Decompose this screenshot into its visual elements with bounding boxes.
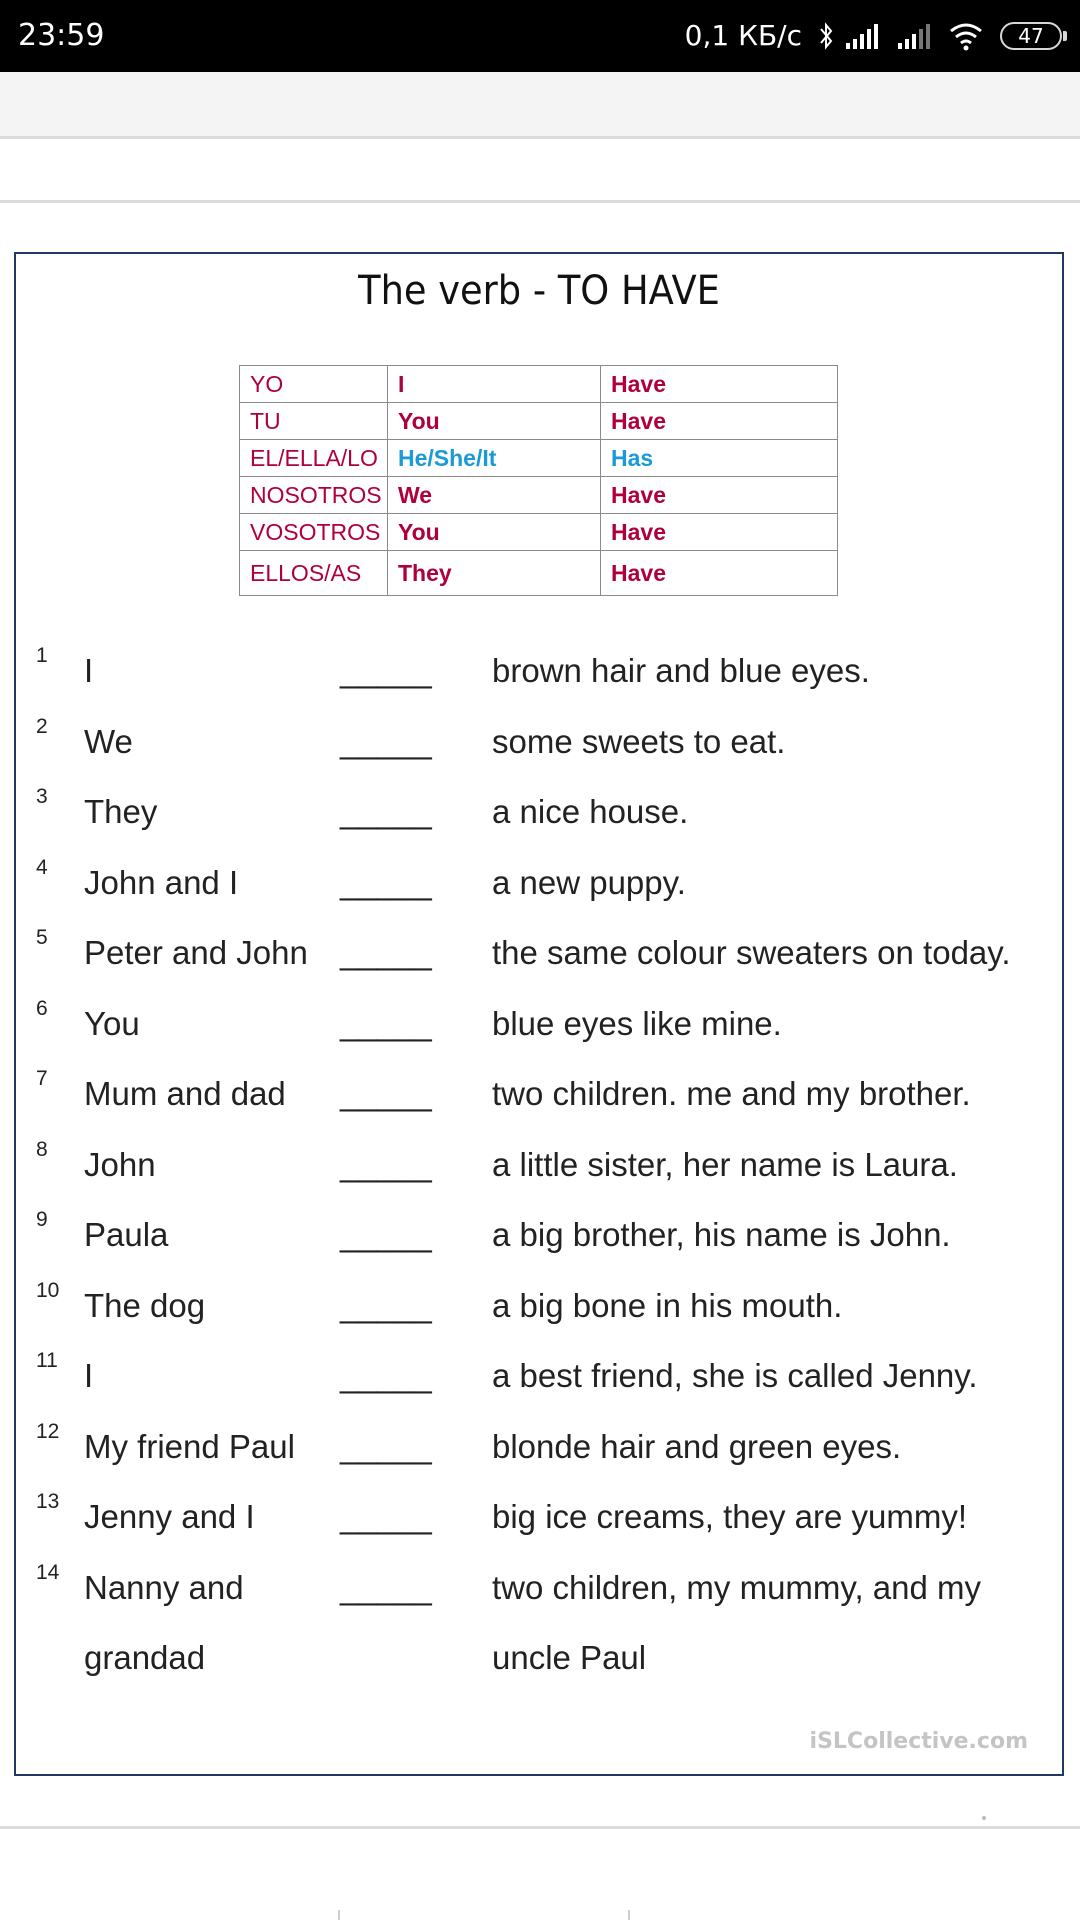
exercise-predicate: two children. me and my brother. [492,1075,971,1112]
exercise-number: 5 [36,926,48,949]
exercise-subject: We [84,723,133,760]
exercise-number: 12 [36,1420,60,1443]
exercise-row [16,926,1062,996]
answer-blank: _____ [340,652,432,689]
answer-blank: _____ [340,1075,432,1112]
battery-icon [1000,22,1062,50]
exercise-predicate: a big brother, his name is John. [492,1216,951,1253]
watermark: iSLCollective.com [809,1729,1028,1754]
exercise-row [16,997,1062,1067]
answer-blank: _____ [340,934,432,971]
exercise-row [16,1490,1062,1560]
divider [0,1826,1080,1829]
spanish-pronoun-cell: VOSOTROS [240,514,388,551]
answer-blank: _____ [340,864,432,901]
exercise-number: 1 [36,644,48,667]
verb-form-cell: Have [601,551,838,596]
answer-blank: _____ [340,1357,432,1394]
table-row [240,366,838,403]
network-speed: 0,1 КБ/с [684,19,802,52]
divider [0,136,1080,139]
worksheet-image [14,252,1064,1776]
table-row [240,551,838,596]
exercise-row [16,715,1062,785]
exercise-row [16,1420,1062,1490]
answer-blank: _____ [340,1216,432,1253]
exercise-number: 9 [36,1208,48,1231]
exercise-predicate: a best friend, she is called Jenny. [492,1357,978,1394]
english-pronoun-cell: We [388,477,601,514]
spanish-pronoun-cell: ELLOS/AS [240,551,388,596]
answer-blank: _____ [340,1428,432,1465]
table-row [240,403,838,440]
exercise-subject: John and I [84,864,239,901]
exercise-predicate: a big bone in his mouth. [492,1287,843,1324]
english-pronoun-cell: You [388,403,601,440]
exercise-row [16,785,1062,855]
exercise-row [16,1208,1062,1278]
table-row [240,477,838,514]
answer-blank: _____ [340,723,432,760]
exercise-subject: Mum and dad [84,1075,286,1112]
verb-form-cell: Have [601,477,838,514]
divider [0,200,1080,203]
exercise-subject: You [84,1005,140,1042]
table-row [240,440,838,477]
english-pronoun-cell: I [388,366,601,403]
exercise-predicate-continued: uncle Paul [492,1639,647,1676]
verb-form-cell: Have [601,403,838,440]
battery-level: 47 [1018,24,1044,48]
exercise-predicate: blue eyes like mine. [492,1005,782,1042]
answer-blank: _____ [340,1498,432,1535]
exercise-predicate: two children, my mummy, and my [492,1569,982,1606]
exercise-row [16,1279,1062,1349]
worksheet-title: The verb - TO HAVE [358,268,720,314]
exercise-subject: They [84,793,158,830]
exercise-number: 2 [36,715,48,738]
english-pronoun-cell: You [388,514,601,551]
verb-form-cell: Have [601,514,838,551]
spanish-pronoun-cell: YO [240,366,388,403]
signal-icon [844,21,886,51]
exercise-predicate: the same colour sweaters on today. [492,934,1011,971]
status-icons [685,14,1062,58]
exercise-row [16,1349,1062,1419]
exercise-subject-continued: grandad [84,1639,206,1676]
exercise-row [16,644,1062,714]
exercise-number: 3 [36,785,48,808]
exercise-number: 11 [36,1349,58,1372]
exercise-row [16,1138,1062,1208]
exercise-number: 8 [36,1138,48,1161]
page-indicator-dot [982,1816,986,1820]
answer-blank: _____ [340,1569,432,1606]
spanish-pronoun-cell: EL/ELLA/LO [240,440,388,477]
answer-blank: _____ [340,1005,432,1042]
exercise-predicate: a little sister, her name is Laura. [492,1146,958,1183]
bluetooth-icon [818,21,834,51]
exercise-predicate: blonde hair and green eyes. [492,1428,902,1465]
verb-form-cell: Have [601,366,838,403]
exercise-row [16,1067,1062,1137]
exercise-predicate: big ice creams, they are yummy! [492,1498,967,1535]
exercise-subject: My friend Paul [84,1428,295,1465]
exercise-subject: The dog [84,1287,206,1324]
exercise-number: 4 [36,856,48,879]
exercise-row [16,1561,1062,1676]
exercise-predicate: a nice house. [492,793,689,830]
exercise-number: 14 [36,1561,60,1584]
exercise-subject: John [84,1146,156,1183]
english-pronoun-cell: He/She/It [388,440,601,477]
exercise-subject: Paula [84,1216,169,1253]
signal-icon [896,21,938,51]
exercise-predicate: a new puppy. [492,864,686,901]
answer-blank: _____ [340,1287,432,1324]
exercise-number: 13 [36,1490,60,1513]
exercise-predicate: some sweets to eat. [492,723,786,760]
exercise-predicate: brown hair and blue eyes. [492,652,870,689]
exercise-number: 10 [36,1279,60,1302]
answer-blank: _____ [340,1146,432,1183]
exercise-number: 6 [36,997,48,1020]
wifi-icon [948,21,984,51]
exercise-subject: Jenny and I [84,1498,255,1535]
scroll-tick [338,1910,340,1920]
exercise-subject: I [84,652,94,689]
verb-form-cell: Has [601,440,838,477]
conjugation-table [239,365,838,596]
english-pronoun-cell: They [388,551,601,596]
scroll-tick [628,1910,630,1920]
toolbar-area [0,72,1080,136]
spanish-pronoun-cell: NOSOTROS [240,477,388,514]
exercise-number: 7 [36,1067,48,1090]
spanish-pronoun-cell: TU [240,403,388,440]
exercise-row [16,856,1062,926]
answer-blank: _____ [340,793,432,830]
table-row [240,514,838,551]
status-bar [0,0,1080,72]
exercise-subject: Nanny and [84,1569,244,1606]
exercise-subject: I [84,1357,94,1394]
status-time: 23:59 [18,18,105,53]
exercise-subject: Peter and John [84,934,308,971]
